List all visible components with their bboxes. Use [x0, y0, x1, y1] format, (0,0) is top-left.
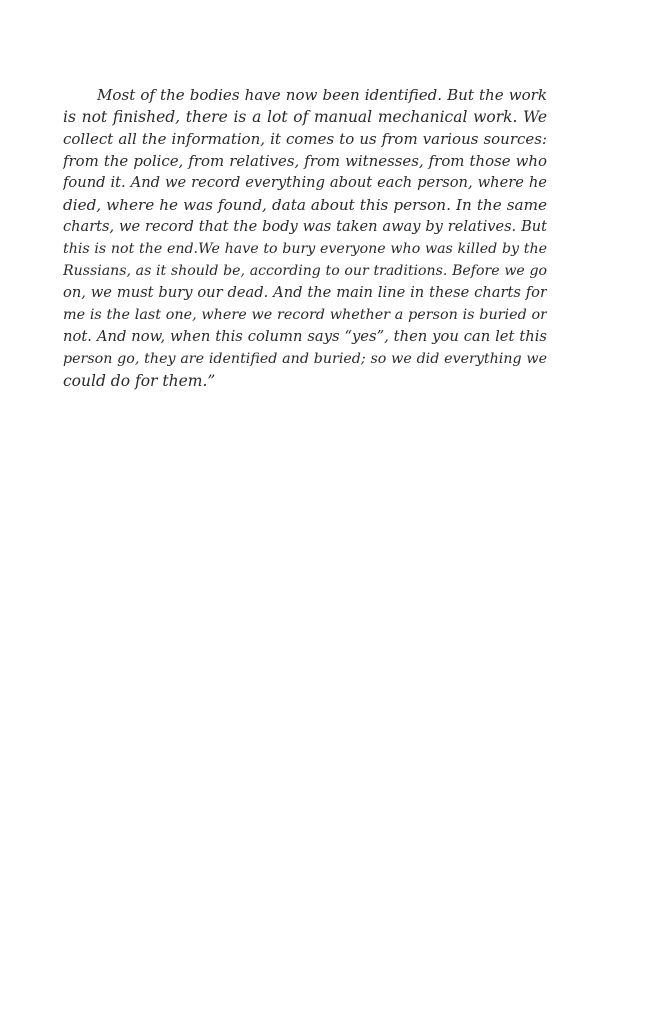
paragraph-line: could do for them.” [63, 372, 216, 390]
paragraph-line: charts, we record that the body was taken away by relatives. But [63, 218, 547, 235]
paragraph-line: is not finished, there is a lot of manual mechanical work. We [63, 108, 547, 126]
paragraph-line: found it. And we record everything about each person, where he [63, 174, 547, 191]
paragraph-line: person go, they are identified and buried; so we did everything we [63, 351, 547, 367]
paragraph-line: me is the last one, where we record whether a person is buried or [63, 307, 547, 323]
paragraph-line: collect all the information, it comes to us from various sources: [63, 130, 547, 148]
paragraph-line: not. And now, when this column says “yes”, then you can let this [63, 328, 547, 345]
paragraph-line: on, we must bury our dead. And the main line in these charts for [63, 284, 547, 301]
paragraph-line: Russians, as it should be, according to our traditions. Before we go [63, 263, 547, 279]
paragraph-line: from the police, from relatives, from witnesses, from those who [63, 152, 547, 170]
paragraph-line: this is not the end.We have to bury everyone who was killed by the [63, 241, 547, 257]
body-paragraph [63, 84, 547, 392]
paragraph-line: died, where he was found, data about this person. In the same [63, 196, 547, 214]
paragraph-line: Most of the bodies have now been identified. But the work [97, 86, 547, 104]
